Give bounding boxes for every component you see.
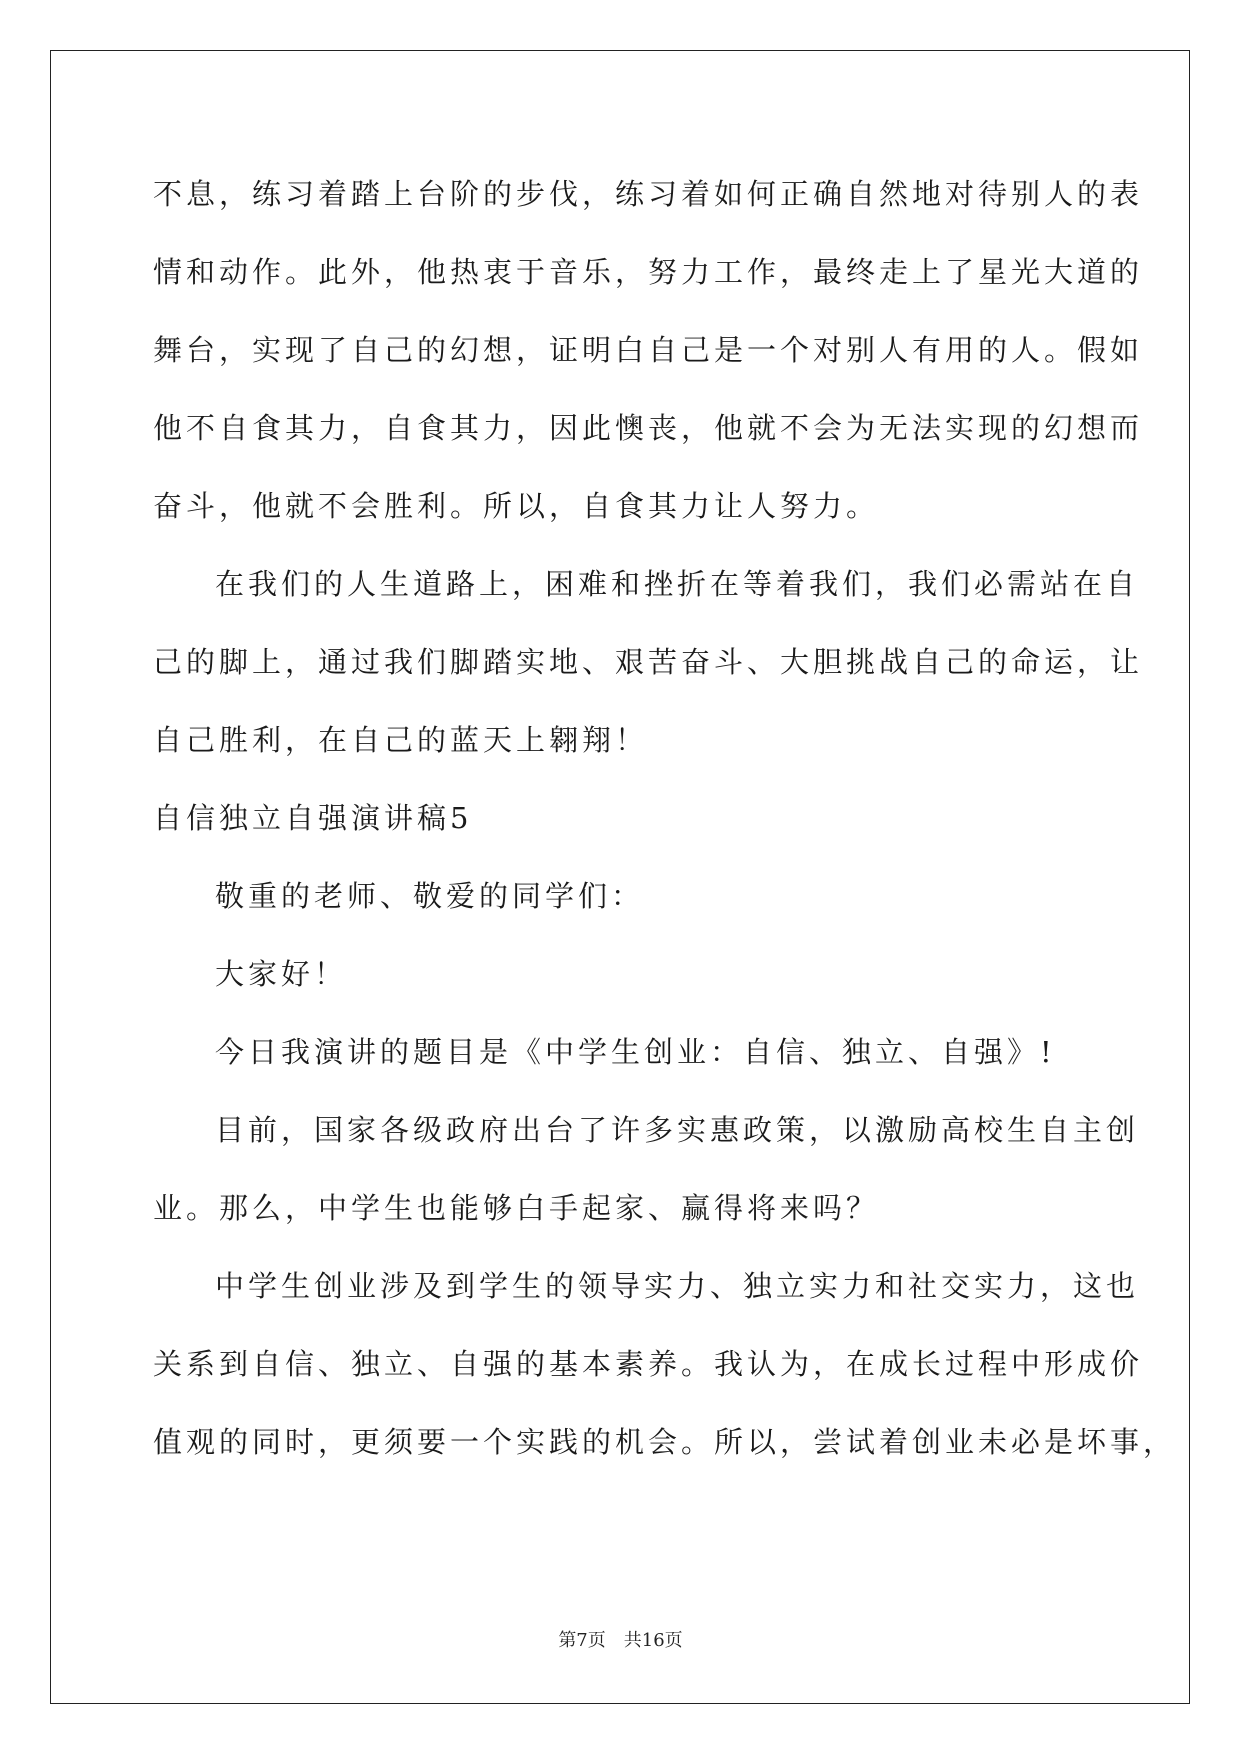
text-line: 关系到自信、独立、自强的基本素养。我认为，在成长过程中形成价 — [153, 1347, 1144, 1381]
text-line: 今日我演讲的题目是《中学生创业：自信、独立、自强》! — [215, 1035, 1056, 1069]
text-line: 不息，练习着踏上台阶的步伐，练习着如何正确自然地对待别人的表 — [153, 177, 1144, 211]
greeting-line: 大家好！ — [215, 957, 348, 991]
salutation-line: 敬重的老师、敬爱的同学们： — [215, 879, 645, 913]
text-line: 目前，国家各级政府出台了许多实惠政策，以激励高校生自主创 — [215, 1113, 1140, 1147]
text-line: 舞台，实现了自己的幻想，证明白自己是一个对别人有用的人。假如 — [153, 333, 1144, 367]
text-line: 在我们的人生道路上，困难和挫折在等着我们，我们必需站在自 — [215, 567, 1140, 601]
page-footer — [0, 1626, 1241, 1652]
page-total: 共16页 — [623, 1630, 683, 1651]
text-line: 己的脚上，通过我们脚踏实地、艰苦奋斗、大胆挑战自己的命运，让 — [153, 645, 1144, 679]
text-line: 中学生创业涉及到学生的领导实力、独立实力和社交实力，这也 — [215, 1269, 1140, 1303]
text-line: 情和动作。此外，他热衷于音乐，努力工作，最终走上了星光大道的 — [153, 255, 1144, 289]
page-number: 第7页 — [558, 1630, 606, 1651]
text-line: 值观的同时，更须要一个实践的机会。所以，尝试着创业未必是坏事， — [153, 1425, 1177, 1459]
document-body — [153, 155, 1177, 1481]
section-heading: 自信独立自强演讲稿5 — [153, 801, 473, 835]
text-line: 业。那么，中学生也能够白手起家、赢得将来吗？ — [153, 1191, 880, 1225]
text-line: 奋斗，他就不会胜利。所以，自食其力让人努力。 — [153, 489, 880, 523]
text-line: 他不自食其力，自食其力，因此懊丧，他就不会为无法实现的幻想而 — [153, 411, 1144, 445]
text-line: 自己胜利，在自己的蓝天上翱翔！ — [153, 723, 649, 757]
